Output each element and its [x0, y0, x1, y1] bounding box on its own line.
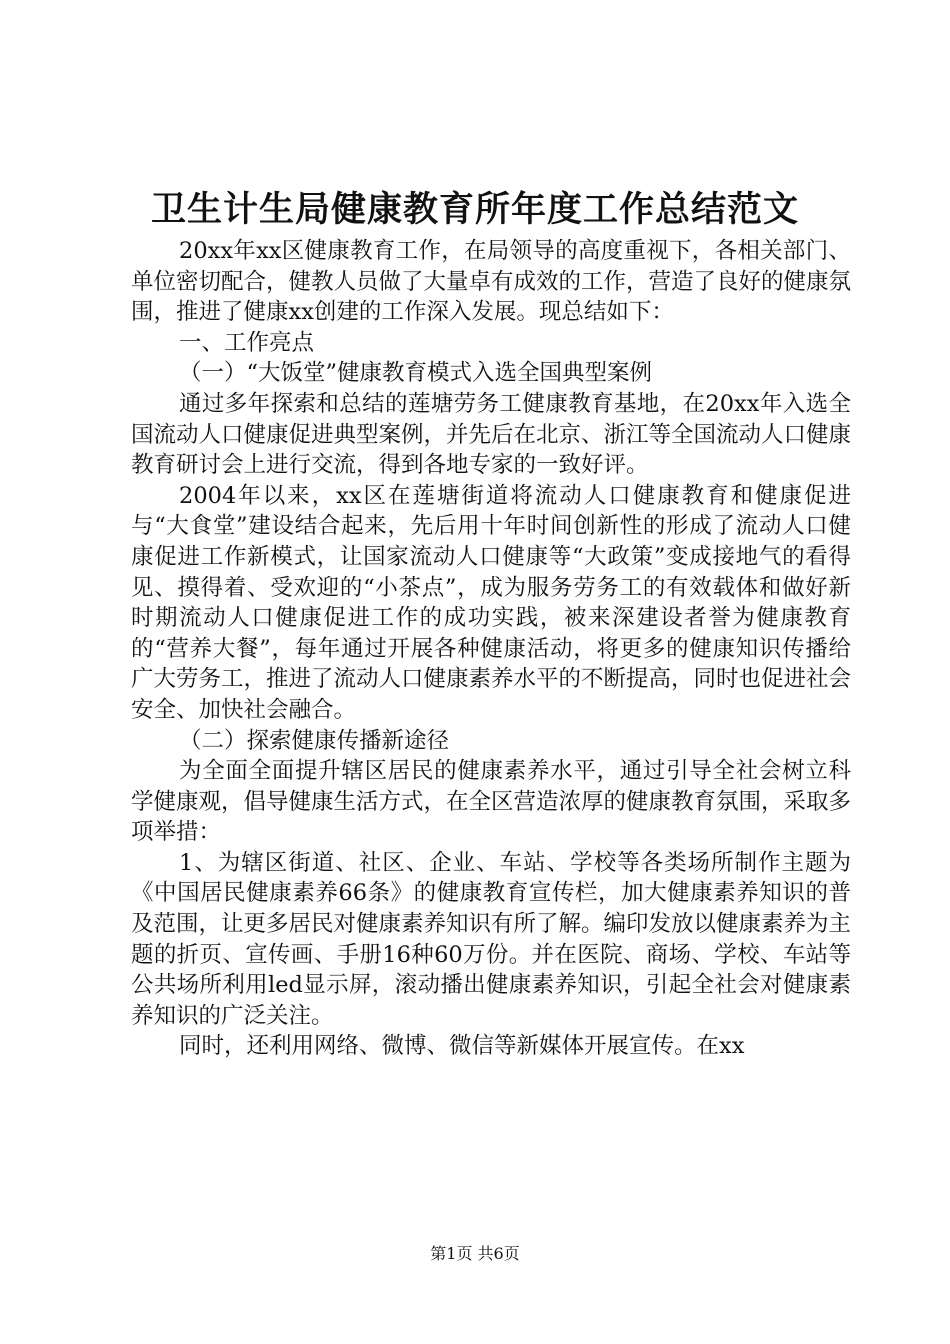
subheading-new-channels: （二）探索健康传播新途径 — [179, 727, 450, 754]
document-body — [131, 236, 851, 1062]
subheading-canteen-model: （一）“大饭堂”健康教育模式入选全国典型案例 — [179, 360, 653, 387]
document-title: 卫生计生局健康教育所年度工作总结范文 — [150, 189, 799, 230]
paragraph-measure-1: 1、为辖区街道、社区、企业、车站、学校等各类场所制作主题为《中国居民健康素养66条》的健康教育宣传栏，加大健康素养知识的普及范围，让更多居民对健康素养知识有所了解。编印发放以健康素养为主题的折页、宣传画、手册16种60万份。并在医院、商场、学校、车站等公共场所利用led显示屏，滚动播出健康素养知识，引起全社会对健康素养知识的广泛关注。 — [131, 849, 852, 1029]
page-footer: 第1页 共6页 — [430, 1244, 520, 1263]
heading-work-highlights: 一、工作亮点 — [179, 329, 315, 356]
paragraph-new-media: 同时，还利用网络、微博、微信等新媒体开展宣传。在xx — [179, 1033, 745, 1060]
paragraph-measures: 为全面全面提升辖区居民的健康素养水平，通过引导全社会树立科学健康观，倡导健康生活方式，在全区营造浓厚的健康教育氛围，采取多项举措： — [131, 758, 852, 846]
paragraph-intro: 20xx年xx区健康教育工作，在局领导的高度重视下，各相关部门、单位密切配合，健教人员做了大量卓有成效的工作，营造了良好的健康氛围，推进了健康xx创建的工作深入发展。现总结如下： — [131, 238, 852, 326]
paragraph-base: 通过多年探索和总结的莲塘劳务工健康教育基地，在20xx年入选全国流动人口健康促进典型案例，并先后在北京、浙江等全国流动人口健康教育研讨会上进行交流，得到各地专家的一致好评。 — [131, 390, 852, 479]
paragraph-since-2004: 2004年以来，xx区在莲塘街道将流动人口健康教育和健康促进与“大食堂”建设结合起来，先后用十年时间创新性的形成了流动人口健康促进工作新模式，让国家流动人口健康等“大政策”变成接地气的看得见、摸得着、受欢迎的“小茶点”，成为服务劳务工的有效载体和做好新时期流动人口健康促进工作的成功实践，被来深建设者誉为健康教育的“营养大餐”，每年通过开展各种健康活动，将更多的健康知识传播给广大劳务工，推进了流动人口健康素养水平的不断提高，同时也促进社会安全、加快社会融合。 — [131, 482, 852, 723]
